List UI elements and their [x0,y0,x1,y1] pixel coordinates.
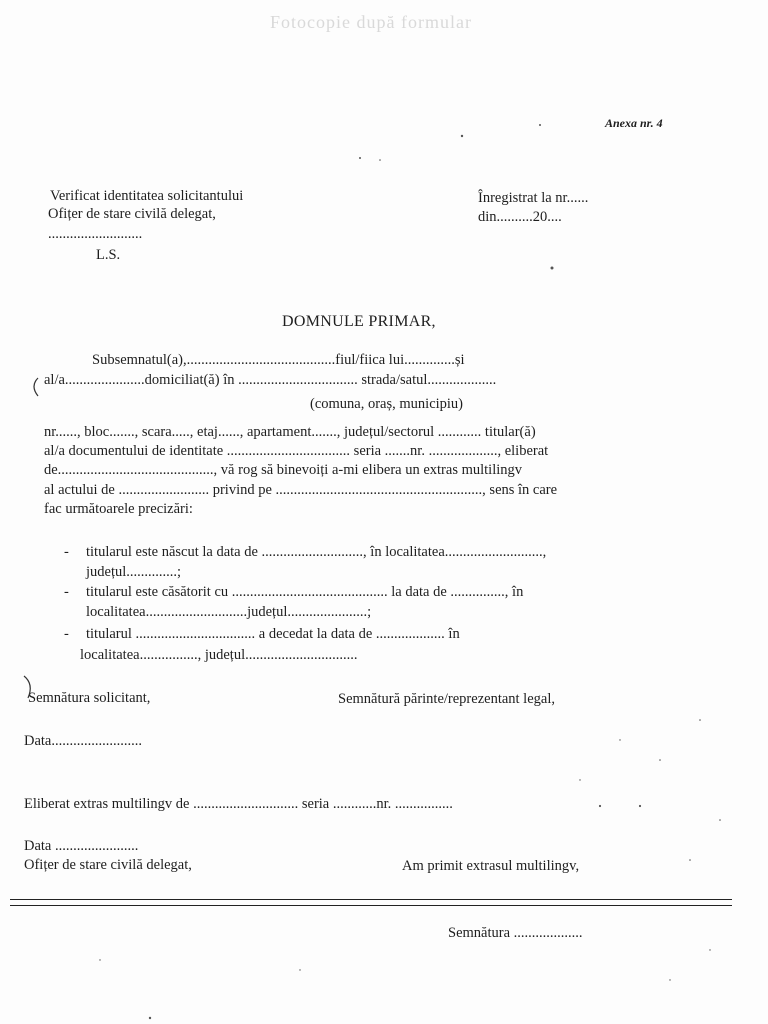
body-line-4: al/a documentului de identitate .................................. seria .......nr. ..................., eliberat [44,443,549,459]
officer-signature-line: .......................... [48,226,143,242]
scan-specks [99,124,721,1019]
date-line-1: Data......................... [24,733,142,749]
final-signature-line: Semnătura ................... [448,925,583,941]
received-extract-label: Am primit extrasul multilingv, [402,858,580,874]
bullet-dash: - [64,626,69,642]
page-title: DOMNULE PRIMAR, [282,313,436,330]
registration-date-label: din..........20.... [478,209,562,225]
body-line-1: Subsemnatul(a),.........................................fiul/fiica lui..............și [92,352,465,368]
date-line-2: Data ....................... [24,838,139,854]
ls-label: L.S. [96,247,121,263]
bullet-2-line-1: titularul este căsătorit cu ........................................... la data de ..............., în [86,584,524,600]
officer-delegate-label: Ofițer de stare civilă delegat, [48,206,216,222]
body-line-6: al actului de ......................... privind pe ........................................................., sens în care [44,482,558,498]
bullet-3-line-2: localitatea................, județul............................... [80,647,358,663]
bullet-1-line-1: titularul este născut la data de ............................, în localitatea..........................., [86,544,547,560]
body-line-2: al/a......................domiciliat(ă) în ................................. strada/satul................... [44,372,497,388]
applicant-signature-label: Semnătura solicitant, [28,690,151,706]
bullet-1-line-2: județul..............; [86,564,182,580]
bullet-2-line-2: localitatea............................județul......................; [86,604,372,620]
faded-header-text: Fotocopie după formular [270,12,472,32]
margin-bracket-mark [24,676,30,698]
officer-delegate-bottom-label: Ofițer de stare civilă delegat, [24,857,192,873]
issued-extract-line: Eliberat extras multilingv de ............................. seria ............nr. ................ [24,796,453,812]
parent-signature-label: Semnătură părinte/reprezentant legal, [338,691,555,707]
bullet-3-line-1: titularul ................................. a decedat la data de ................... în [86,626,460,642]
verified-identity-label: Verificat identitatea solicitantului [50,188,244,204]
bullet-dash: - [64,584,69,600]
body-line-2-note: (comuna, oraș, municipiu) [310,396,464,412]
body-line-7: fac următoarele precizări: [44,501,193,517]
body-line-5: de..........................................., vă rog să binevoiți a-mi elibera un extras multilingv [44,462,523,478]
body-line-3: nr......, bloc......., scara....., etaj......, apartament......., județul/sectorul ............ titular(ă) [44,424,536,440]
bullet-dash: - [64,544,69,560]
annex-label: Anexa nr. 4 [605,116,663,130]
margin-bracket-mark [34,378,38,396]
registration-number-label: Înregistrat la nr...... [478,190,589,206]
